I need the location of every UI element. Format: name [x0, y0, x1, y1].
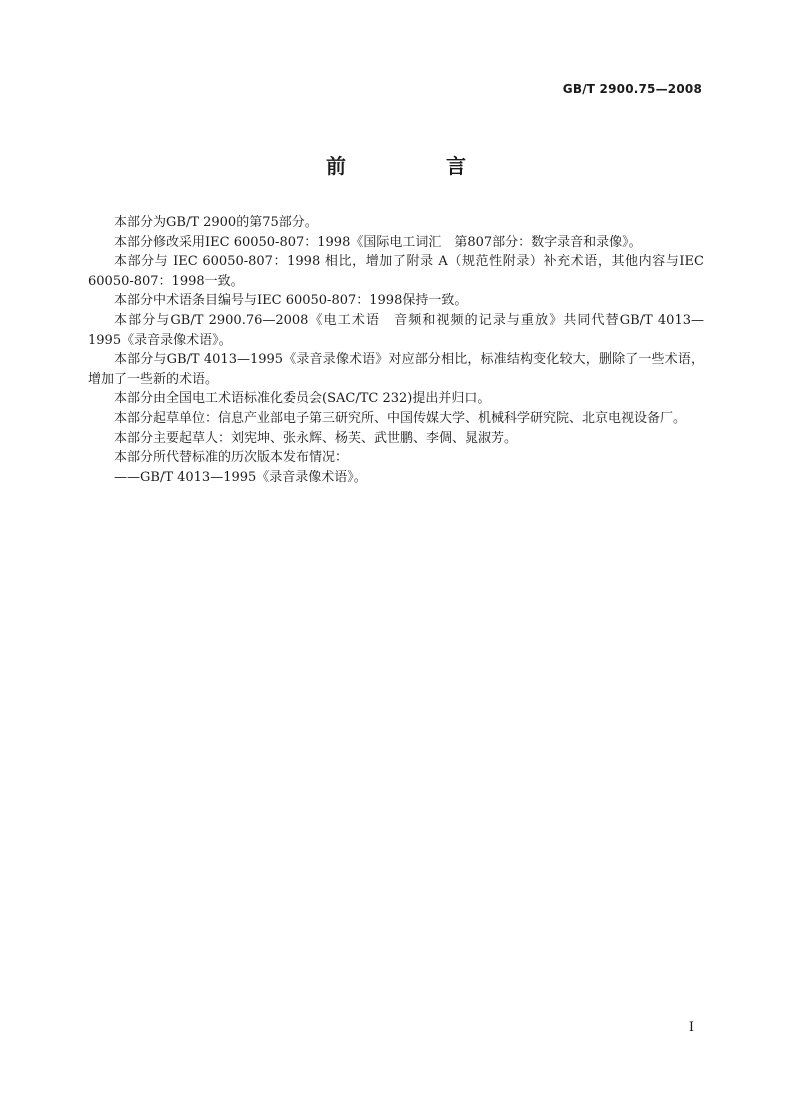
paragraph-term-numbering: 本部分中术语条目编号与IEC 60050-807：1998保持一致。 [114, 293, 468, 309]
foreword-body [88, 213, 704, 487]
paragraph-part-number: 本部分为GB/T 2900的第75部分。 [114, 215, 318, 230]
paragraph-previous-version: ——GB/T 4013—1995《录音录像术语》。 [114, 469, 367, 485]
standard-number: GB/T 2900.75—2008 [562, 82, 702, 96]
paragraph-version-history: 本部分所代替标准的历次版本发布情况： [114, 450, 349, 466]
paragraph-proposer: 本部分由全国电工术语标准化委员会(SAC/TC 232)提出并归口。 [114, 391, 491, 407]
page-number: I [688, 1020, 694, 1035]
paragraph-drafters: 本部分主要起草人：刘宪坤、张永辉、杨芙、武世鹏、李倜、晁淑芳。 [114, 430, 518, 446]
paragraph-drafting-units: 本部分起草单位：信息产业部电子第三研究所、中国传媒大学、机械科学研究院、北京电视设备厂。 [114, 410, 687, 426]
page-title: 前 言 [326, 154, 506, 178]
paragraph-structural-changes: 本部分与GB/T 4013—1995《录音录像术语》对应部分相比，标准结构变化较大，删除了一些术语，增加了一些新的术语。 [88, 352, 704, 387]
paragraph-replacement: 本部分与GB/T 2900.76—2008《电工术语 音频和视频的记录与重放》共同代替GB/T 4013—1995《录音录像术语》。 [88, 312, 704, 348]
paragraph-adoption: 本部分修改采用IEC 60050-807：1998《国际电工词汇 第807部分：数字录音和录像》。 [114, 234, 642, 250]
paragraph-comparison-iec: 本部分与 IEC 60050-807：1998 相比，增加了附录 A（规范性附录）补充术语，其他内容与IEC 60050-807：1998一致。 [88, 254, 704, 289]
